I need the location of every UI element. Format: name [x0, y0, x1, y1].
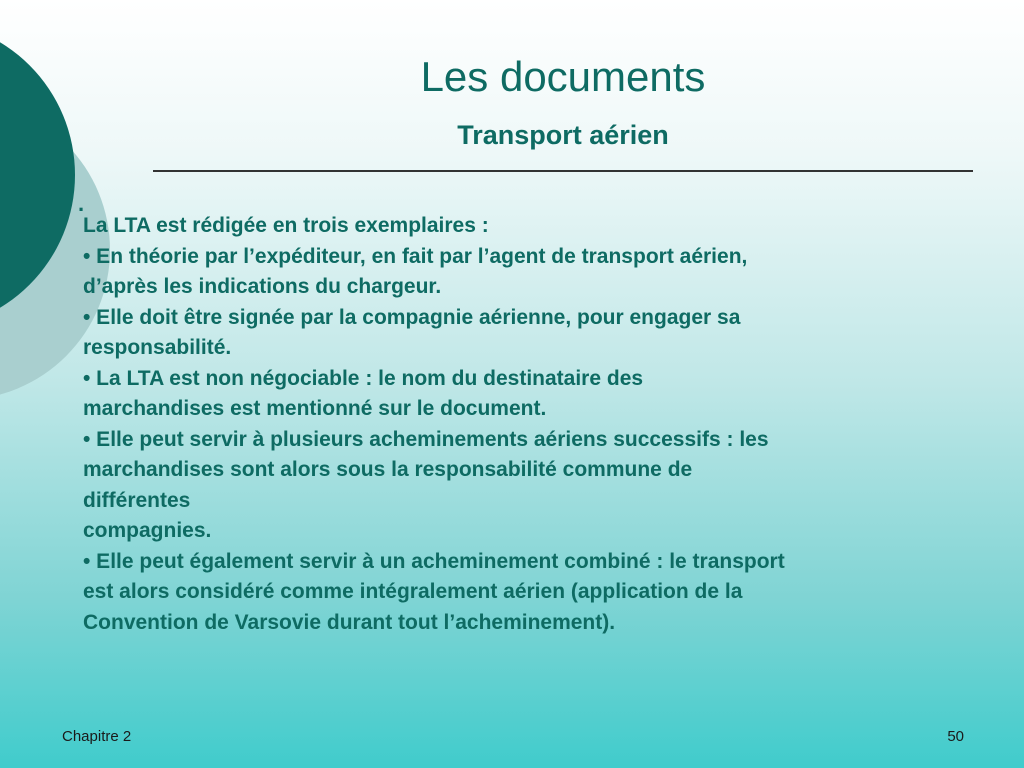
body-line: La LTA est rédigée en trois exemplaires :: [83, 214, 489, 237]
body-line: marchandises est mentionné sur le document.: [83, 397, 547, 420]
footer-page-number: 50: [947, 728, 964, 745]
body-line: compagnies.: [83, 519, 212, 542]
body-line: • Elle peut servir à plusieurs acheminements aériens successifs : les: [83, 427, 769, 451]
slide-title: Les documents: [420, 53, 706, 100]
body-line: différentes: [83, 488, 191, 512]
body-line: responsabilité.: [83, 336, 232, 359]
body-line: • Elle peut également servir à un acheminement combiné : le transport: [83, 549, 785, 573]
body-line: • Elle doit être signée par la compagnie aérienne, pour engager sa: [83, 305, 741, 329]
slide-subtitle: Transport aérien: [457, 120, 669, 150]
body-line: est alors considéré comme intégralement aérien (application de la: [83, 580, 743, 603]
stray-marker: .: [78, 191, 85, 216]
body-line: • La LTA est non négociable : le nom du destinataire des: [83, 366, 644, 390]
slide-body: [83, 211, 953, 638]
body-line: marchandises sont alors sous la responsabilité commune de: [83, 458, 693, 481]
body-line: • En théorie par l’expéditeur, en fait par l’agent de transport aérien,: [83, 244, 748, 268]
body-line: Convention de Varsovie durant tout l’acheminement).: [83, 610, 616, 634]
title-divider: [153, 170, 973, 172]
footer-chapter: Chapitre 2: [62, 728, 132, 745]
body-line: d’après les indications du chargeur.: [83, 275, 442, 298]
